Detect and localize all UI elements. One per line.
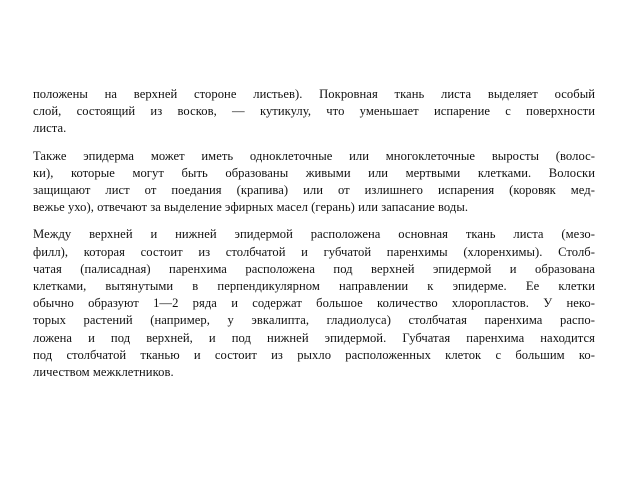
paragraph-2 [33, 148, 595, 217]
paragraph-3 [33, 226, 595, 381]
text-line: ложена и под верхней, и под нижней эпидермой. Губчатая паренхима находится [33, 330, 595, 345]
text-line: под столбчатой тканью и состоит из рыхло расположенных клеток с большим ко- [33, 347, 595, 362]
text-line: защищают лист от поедания (крапива) или от излишнего испарения (коровяк мед- [33, 183, 595, 198]
text-line: обычно образуют 1—2 ряда и содержат большое количество хлоропластов. У неко- [33, 296, 595, 311]
text-line: филл), которая состоит из столбчатой и губчатой паренхимы (хлоренхимы). Столб- [33, 244, 595, 259]
text-line: Между верхней и нижней эпидермой расположена основная ткань листа (мезо- [33, 227, 595, 242]
text-line: листа. [33, 121, 67, 136]
text-line: ки), которые могут быть образованы живыми или мертвыми клетками. Волоски [33, 165, 595, 180]
text-line: положены на верхней стороне листьев). Покровная ткань листа выделяет особый [33, 87, 595, 101]
text-line: торых растений (например, у эвкалипта, гладиолуса) столбчатая паренхима распо- [33, 313, 595, 328]
text-line: Также эпидерма может иметь одноклеточные или многоклеточные выросты (волос- [33, 148, 595, 163]
document-text [33, 86, 595, 391]
text-line: клетками, вытянутыми в перпендикулярном направлении к эпидерме. Ее клетки [33, 279, 595, 294]
paragraph-1 [33, 86, 595, 138]
text-line: вежье ухо), отвечают за выделение эфирных масел (герань) или запасание воды. [33, 200, 469, 215]
text-line: чатая (палисадная) паренхима расположена под верхней эпидермой и образована [33, 261, 595, 276]
text-line: личеством межклетников. [33, 365, 174, 380]
text-line: слой, состоящий из восков, — кутикулу, что уменьшает испарение с поверхности [33, 104, 595, 119]
